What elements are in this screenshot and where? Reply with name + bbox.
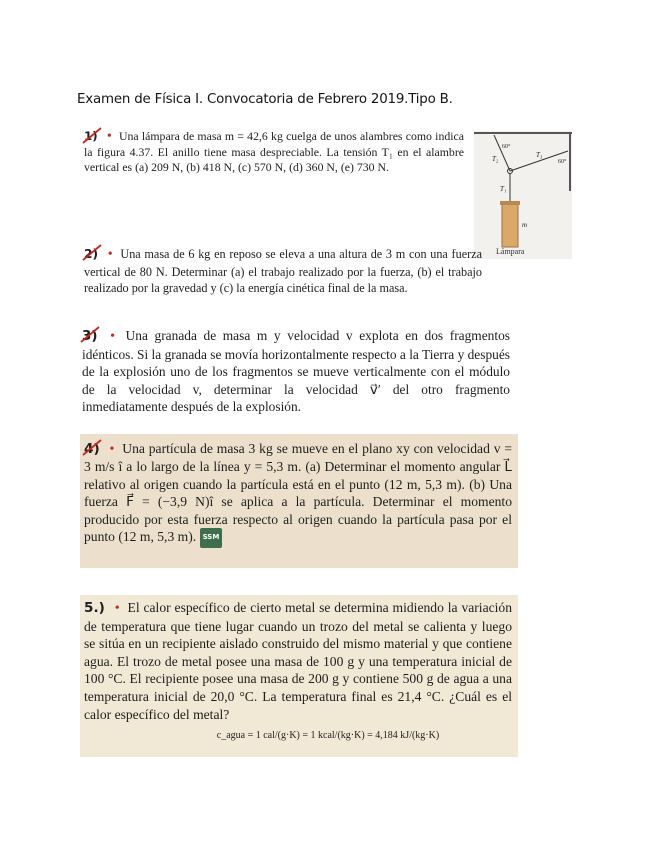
t3-label: T₃ [536,151,543,159]
problem-5 [80,595,518,757]
bullet-icon: • [107,247,113,262]
problem-4 [80,434,518,568]
bullet-icon: • [114,601,120,616]
problem-number: 2) [84,246,98,263]
angle-left-label: 60° [502,144,511,150]
problem-text: Una granada de masa m y velocidad v explota en dos fragmentos idénticos. Si la granada se movía horizontalmente respecto a la Tierra y después de la explosión uno de los fragmentos se mueve verticalmente con el módulo de la velocidad v, determinar la velocidad v⃗′ del otro fragmento inmediatamente después de la explosión. [82,328,511,414]
problem-text: El calor específico de cierto metal se determina midiendo la variación de temperatura que tiene lugar cuando un trozo del metal se calienta y luego se sitúa en un recipiente aislado construido del mismo material y que contiene agua. El trozo de metal posee una masa de 100 g y una temperatura inicial de 100 °C. El recipiente posee una masa de 200 g y contiene 500 g de agua a una temperatura inicial de 20,0 °C. La temperatura final es 21,4 °C. ¿Cuál es el calor específico del metal? [84,600,513,722]
specific-heat-formula: c_agua = 1 cal/(g·K) = 1 kcal/(kg·K) = 4,184 kJ/(kg·K) [216,730,440,742]
bullet-icon: • [110,329,115,344]
problem-text: Una masa de 6 kg en reposo se eleva a una altura de 3 m con una fuerza vertical de 80 N. Determinar (a) el trabajo realizado por la fuerza, (b) el trabajo realizado por la gravedad y (c) la energía cinética final de la masa. [84,247,483,295]
problem-number: 1) [84,129,98,145]
problem-text: Una partícula de masa 3 kg se mueve en el plano xy con velocidad v = 3 m/s î a lo largo de la línea y = 5,3 m. (a) Determinar el momento angular L⃗ relativo al origen cuando la partícula está en el punto (12 m, 5,3 m). (b) Una fuerza F⃗ = (−3,9 N)î se aplica a la partícula. Determinar el momento producido por esta fuerza respecto al origen cuando la partícula pasa por el punto (12 m, 5,3 m). [84,441,512,545]
bullet-icon: • [109,442,115,457]
problem-1 [84,129,464,176]
problem-number: 5.) [84,600,105,616]
problem-number: 4) [84,441,100,458]
problem-2 [84,246,482,297]
lamp-figure [474,131,572,259]
t2-label: T₂ [492,155,499,163]
problem-text: Una lámpara de masa m = 42,6 kg cuelga de unos alambres como indica la figura 4.37. El anillo tiene masa despreciable. La tensión T₁ en el alambre vertical es (a) 209 N, (b) 418 N, (c) 570 N, (d) 360 N, (e) 730 N. [84,129,465,174]
bullet-icon: • [106,129,112,144]
mass-label: m [522,221,528,229]
page-title: Examen de Física I. Convocatoria de Febrero 2019.Tipo B. [77,92,453,107]
figure-caption: Lámpara [496,247,525,256]
problem-number: 3) [82,328,97,346]
angle-right-label: 60° [558,159,567,165]
problem-3 [82,327,510,416]
lamp-diagram [474,131,572,259]
t1-label: T₁ [500,185,507,193]
ssm-badge: SSM [200,528,223,547]
